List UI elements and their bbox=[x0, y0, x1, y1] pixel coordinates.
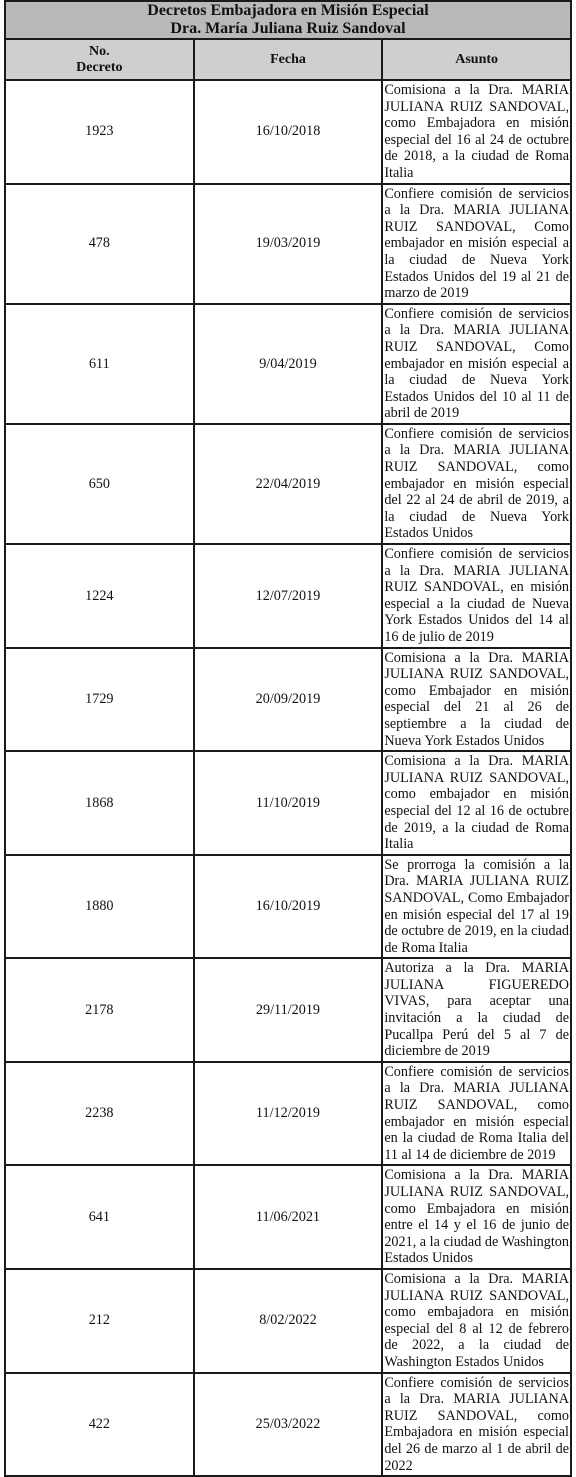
decree-date-cell: 11/12/2019 bbox=[194, 1062, 383, 1166]
decree-subject-cell: Confiere comisión de servicios a la Dra. MARIA JULIANA RUIZ SANDOVAL, como embajador en misión especial en la ciudad de Roma Italia del 11 al 14 de diciembre de 2019 bbox=[382, 1062, 571, 1166]
decree-date-cell: 22/04/2019 bbox=[194, 424, 383, 544]
decree-date-cell: 9/04/2019 bbox=[194, 304, 383, 424]
table-title bbox=[5, 1, 571, 39]
decree-number-cell: 478 bbox=[5, 184, 194, 304]
title-line-1: Decretos Embajadora en Misión Especial bbox=[147, 2, 429, 19]
table-row bbox=[5, 184, 571, 304]
decree-number-cell: 641 bbox=[5, 1165, 194, 1269]
header-decreto-line: Decreto bbox=[76, 59, 123, 75]
decree-date-cell: 25/03/2022 bbox=[194, 1373, 383, 1477]
table-row bbox=[5, 855, 571, 959]
header-fecha: Fecha bbox=[194, 39, 383, 80]
header-no-line: No. bbox=[89, 43, 110, 59]
decree-date-cell: 12/07/2019 bbox=[194, 544, 383, 648]
decree-subject-cell: Se prorroga la comisión a la Dra. MARIA JULIANA RUIZ SANDOVAL, Como Embajador en misión especial del 17 al 19 de octubre de 2019, en la ciudad de Roma Italia bbox=[382, 855, 571, 959]
table-row bbox=[5, 544, 571, 648]
table-row bbox=[5, 1165, 571, 1269]
table-row bbox=[5, 648, 571, 752]
decree-number-cell: 2238 bbox=[5, 1062, 194, 1166]
decree-subject-cell: Confiere comisión de servicios a la Dra. MARIA JULIANA RUIZ SANDOVAL, Como embajador en misión especial a la ciudad de Nueva York Estados Unidos del 19 al 21 de marzo de 2019 bbox=[382, 184, 571, 304]
decree-date-cell: 8/02/2022 bbox=[194, 1269, 383, 1373]
decree-date-cell: 19/03/2019 bbox=[194, 184, 383, 304]
title-line-2: Dra. María Juliana Ruiz Sandoval bbox=[170, 20, 406, 37]
decree-subject-cell: Confiere comisión de servicios a la Dra. MARIA JULIANA RUIZ SANDOVAL, como Embajadora en misión especial del 26 de marzo al 1 de abril de 2022 bbox=[382, 1373, 571, 1477]
decree-subject-cell: Comisiona a la Dra. MARIA JULIANA RUIZ SANDOVAL, como Embajadora en misión entre el 14 y el 16 de junio de 2021, a la ciudad de Washington Estados Unidos bbox=[382, 1165, 571, 1269]
decree-number-cell: 1868 bbox=[5, 751, 194, 855]
header-no-decreto bbox=[5, 39, 194, 80]
decrees-table bbox=[4, 0, 572, 1477]
decree-number-cell: 212 bbox=[5, 1269, 194, 1373]
table-title-row bbox=[5, 1, 571, 39]
table-row bbox=[5, 80, 571, 184]
table-row bbox=[5, 424, 571, 544]
decree-date-cell: 20/09/2019 bbox=[194, 648, 383, 752]
table-row bbox=[5, 751, 571, 855]
decree-number-cell: 1224 bbox=[5, 544, 194, 648]
decree-date-cell: 11/06/2021 bbox=[194, 1165, 383, 1269]
decree-subject-cell: Autoriza a la Dra. MARIA JULIANA FIGUEREDO VIVAS, para aceptar una invitación a la ciudad de Pucallpa Perú del 5 al 7 de diciembre de 2019 bbox=[382, 958, 571, 1062]
decree-subject-cell: Confiere comisión de servicios a la Dra. MARIA JULIANA RUIZ SANDOVAL, en misión especial a la ciudad de Nueva York Estados Unidos del 14 al 16 de julio de 2019 bbox=[382, 544, 571, 648]
table-row bbox=[5, 1062, 571, 1166]
header-asunto: Asunto bbox=[382, 39, 571, 80]
decree-date-cell: 16/10/2018 bbox=[194, 80, 383, 184]
decrees-document bbox=[4, 0, 572, 1477]
table-row bbox=[5, 1373, 571, 1477]
decree-number-cell: 1923 bbox=[5, 80, 194, 184]
decree-subject-cell: Confiere comisión de servicios a la Dra. MARIA JULIANA RUIZ SANDOVAL, Como embajador en misión especial a la ciudad de Nueva York Estados Unidos del 10 al 11 de abril de 2019 bbox=[382, 304, 571, 424]
decree-date-cell: 11/10/2019 bbox=[194, 751, 383, 855]
decree-number-cell: 2178 bbox=[5, 958, 194, 1062]
decree-subject-cell: Confiere comisión de servicios a la Dra. MARIA JULIANA RUIZ SANDOVAL, como embajador en misión especial del 22 al 24 de abril de 2019, a la ciudad de Nueva York Estados Unidos bbox=[382, 424, 571, 544]
decree-number-cell: 650 bbox=[5, 424, 194, 544]
table-row bbox=[5, 958, 571, 1062]
decree-subject-cell: Comisiona a la Dra. MARIA JULIANA RUIZ SANDOVAL, como embajador en misión especial del 12 al 16 de octubre de 2019, a la ciudad de Roma Italia bbox=[382, 751, 571, 855]
decree-subject-cell: Comisiona a la Dra. MARIA JULIANA RUIZ SANDOVAL, como embajadora en misión especial del 8 al 12 de febrero de 2022, a la ciudad de Washington Estados Unidos bbox=[382, 1269, 571, 1373]
decree-date-cell: 29/11/2019 bbox=[194, 958, 383, 1062]
decree-number-cell: 611 bbox=[5, 304, 194, 424]
decree-number-cell: 1880 bbox=[5, 855, 194, 959]
table-row bbox=[5, 304, 571, 424]
decree-subject-cell: Comisiona a la Dra. MARIA JULIANA RUIZ SANDOVAL, como Embajadora en misión especial del 16 al 24 de octubre de 2018, a la ciudad de Roma Italia bbox=[382, 80, 571, 184]
decree-date-cell: 16/10/2019 bbox=[194, 855, 383, 959]
decree-number-cell: 422 bbox=[5, 1373, 194, 1477]
table-row bbox=[5, 1269, 571, 1373]
decree-subject-cell: Comisiona a la Dra. MARIA JULIANA RUIZ SANDOVAL, como Embajador en misión especial del 21 al 26 de septiembre a la ciudad de Nueva York Estados Unidos bbox=[382, 648, 571, 752]
decree-number-cell: 1729 bbox=[5, 648, 194, 752]
column-header-row bbox=[5, 39, 571, 80]
